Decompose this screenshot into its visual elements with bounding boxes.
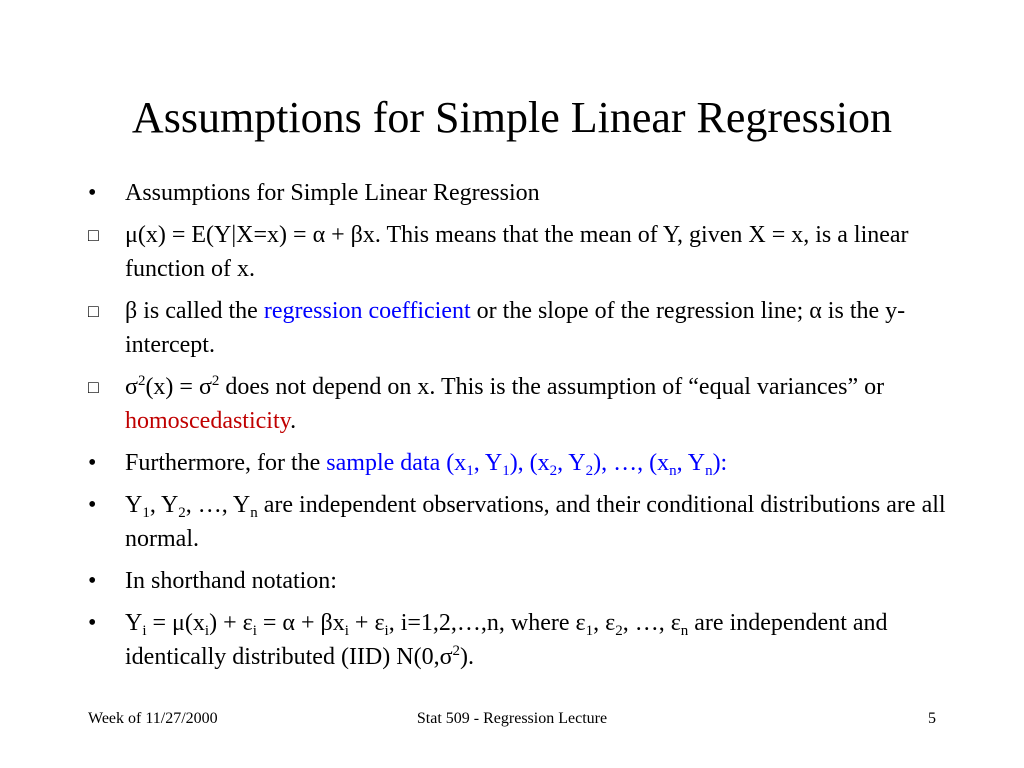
subscript: 2 <box>585 463 594 479</box>
subscript: 1 <box>142 505 150 521</box>
subscript: i <box>142 623 147 639</box>
list-item <box>88 606 948 674</box>
text-segment: sample data (x <box>326 450 467 476</box>
text-segment: + ε <box>348 610 385 636</box>
subscript: 2 <box>549 463 558 479</box>
list-item <box>88 218 948 286</box>
text-segment: , …, Y <box>185 492 251 518</box>
text-segment: = α + βx <box>256 610 345 636</box>
list-item-text <box>125 298 905 358</box>
text-segment: Furthermore, for the <box>125 450 327 476</box>
list-item <box>88 564 948 598</box>
list-item-text: In shorthand notation: <box>125 568 337 594</box>
subscript: i <box>204 623 210 639</box>
text-segment: , …, ε <box>622 610 681 636</box>
text-segment: are independent and identically distributed (IID) N(0,σ <box>125 610 888 670</box>
list-item-text <box>125 374 884 434</box>
list-item-text <box>125 610 888 670</box>
list-item <box>88 488 948 556</box>
text-segment: ). <box>460 644 475 670</box>
term-homoscedasticity: homoscedasticity <box>125 408 291 434</box>
subscript: 1 <box>585 623 594 639</box>
list-item <box>88 294 948 362</box>
list-item <box>88 446 948 480</box>
subscript: n <box>705 463 713 479</box>
bullet-marker: • <box>88 450 97 476</box>
text-segment: , Y <box>473 450 503 476</box>
subscript: n <box>250 505 258 521</box>
subscript: 1 <box>466 463 474 479</box>
text-segment: , Y <box>557 450 586 476</box>
text-segment: , i=1,2,…,n, where ε <box>388 610 586 636</box>
text-segment: (x) = σ <box>145 374 212 400</box>
text-segment: β is called the <box>125 298 264 324</box>
box-marker-icon: □ <box>88 377 99 397</box>
bullet-list <box>88 176 948 682</box>
text-segment: Y <box>125 610 143 636</box>
text-segment: σ <box>125 374 138 400</box>
text-segment: ), …, (x <box>593 450 670 476</box>
subscript: 2 <box>615 623 623 639</box>
bullet-marker: • <box>88 610 97 636</box>
superscript: 2 <box>452 643 461 659</box>
slide-title: Assumptions for Simple Linear Regression <box>131 93 893 142</box>
subscript: 2 <box>178 505 186 521</box>
bullet-marker: • <box>88 568 97 594</box>
subscript: i <box>252 623 257 639</box>
subscript: n <box>669 463 677 479</box>
list-item <box>88 176 948 210</box>
subscript: i <box>384 623 389 639</box>
list-item-text <box>125 492 946 552</box>
list-item-text: μ(x) = E(Y|X=x) = α + βx. This means that the mean of Y, given X = x, is a linear function of x. <box>125 222 909 282</box>
text-segment: , Y <box>676 450 706 476</box>
text-segment: ) + ε <box>209 610 253 636</box>
text-segment: ), (x <box>509 450 550 476</box>
term-regression-coefficient: regression coefficient <box>263 298 471 324</box>
subscript: i <box>344 623 349 639</box>
text-segment: = μ(x <box>146 610 205 636</box>
list-item-text: Assumptions for Simple Linear Regression <box>125 180 540 206</box>
list-item <box>88 370 948 438</box>
text-segment: are independent observations, and their conditional distributions are all normal. <box>125 492 946 552</box>
text-segment: , ε <box>593 610 616 636</box>
bullet-marker: • <box>88 180 97 206</box>
box-marker-icon: □ <box>88 225 99 245</box>
subscript: 1 <box>502 463 510 479</box>
text-segment: , Y <box>149 492 179 518</box>
superscript: 2 <box>137 373 146 389</box>
footer-course-title: Stat 509 - Regression Lecture <box>416 710 608 727</box>
sample-data-notation <box>326 450 728 479</box>
superscript: 2 <box>211 373 220 389</box>
slide-number: 5 <box>928 710 936 727</box>
footer-date: Week of 11/27/2000 <box>88 710 218 727</box>
subscript: n <box>680 623 689 639</box>
text-segment: does not depend on x. This is the assumption of “equal variances” or <box>219 374 885 400</box>
list-item-text <box>125 450 728 479</box>
bullet-marker: • <box>88 492 97 518</box>
text-segment: Y <box>125 492 143 518</box>
box-marker-icon: □ <box>88 301 99 321</box>
text-segment: . <box>290 408 297 434</box>
text-segment: ): <box>712 450 728 476</box>
text-segment: or the slope of the regression line; α is the y-intercept. <box>125 298 906 358</box>
